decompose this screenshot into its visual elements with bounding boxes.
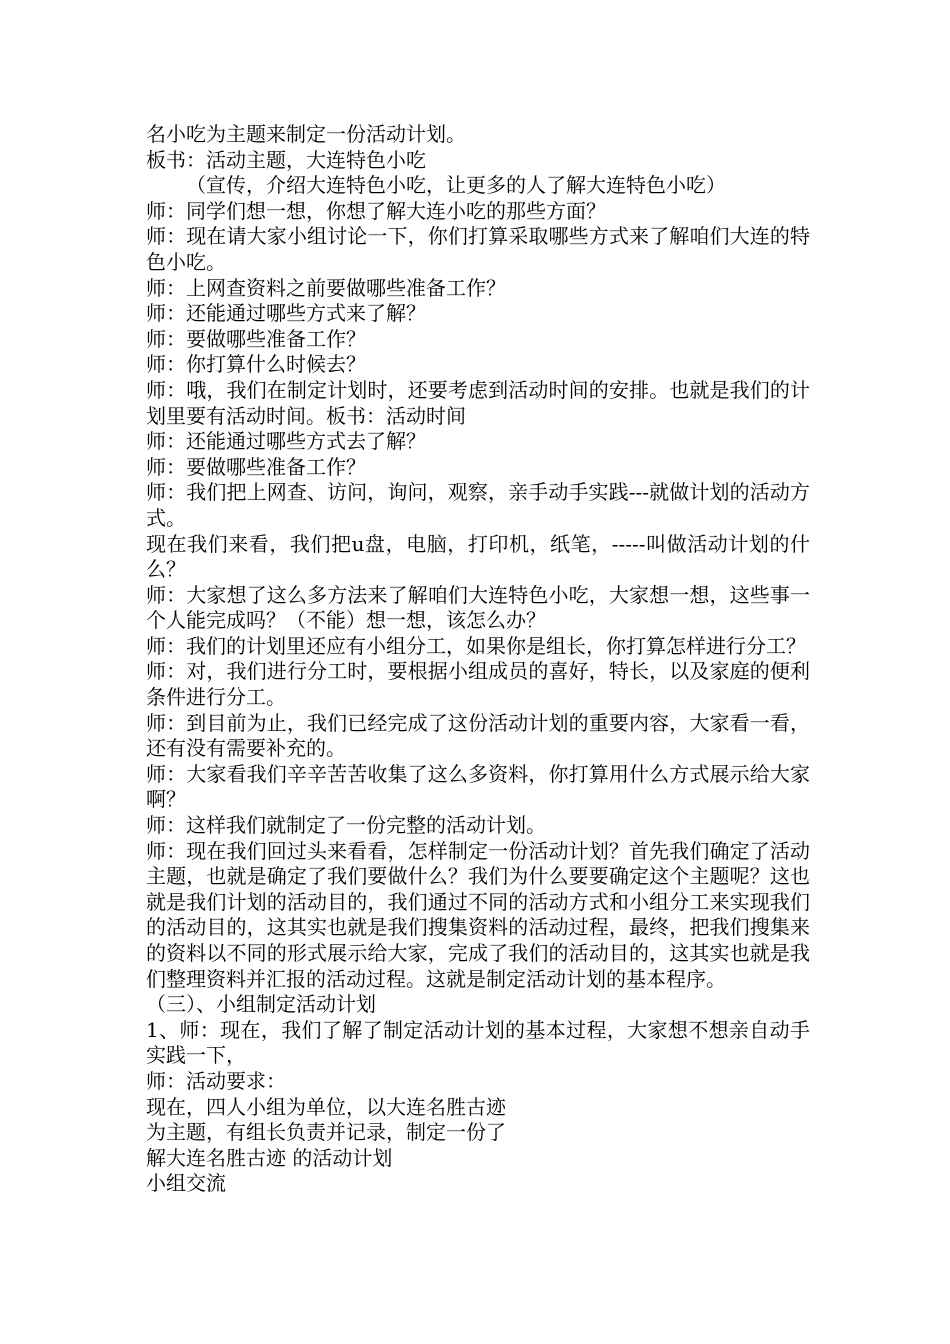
paragraph: 师：哦，我们在制定计划时，还要考虑到活动时间的安排。也就是我们的计划里要有活动时间。板书：活动时间 — [146, 377, 810, 428]
section-heading: （三）、小组制定活动计划 — [146, 992, 376, 1017]
paragraph: 师：要做哪些准备工作？ — [146, 326, 366, 351]
document-body — [146, 122, 810, 1197]
paragraph: 师：我们把上网查、访问，询问，观察，亲手动手实践---就做计划的活动方式。 — [146, 480, 810, 530]
paragraph: 名小吃为主题来制定一份活动计划。 — [146, 122, 466, 146]
paragraph: 小组交流 — [146, 1171, 226, 1196]
paragraph: 师：大家看我们辛辛苦苦收集了这么多资料，你打算用什么方式展示给大家啊？ — [146, 761, 810, 812]
paragraph: 师：还能通过哪些方式来了解？ — [146, 301, 426, 326]
paragraph: 师：到目前为止，我们已经完成了这份活动计划的重要内容，大家看一看，还有没有需要补充的。 — [146, 710, 810, 761]
paragraph: 师：同学们想一想，你想了解大连小吃的那些方面？ — [146, 198, 606, 223]
paragraph: 板书：活动主题，大连特色小吃 — [146, 147, 426, 172]
paragraph: 师：活动要求： — [146, 1068, 286, 1093]
paragraph: 师：你打算什么时候去？ — [146, 352, 366, 377]
paragraph: 现在，四人小组为单位，以大连名胜古迹 — [146, 1094, 506, 1119]
paragraph: 师：现在我们回过头来看看，怎样制定一份活动计划？首先我们确定了活动主题，也就是确定了我们要做什么？我们为什么要要确定这个主题呢？这也就是我们计划的活动目的，我们通过不同的活动方式和小组分工来实现我们的活动目的，这其实也就是我们搜集资料的活动过程，最终，把我们搜集来的资料以不同的形式展示给大家，完成了我们的活动目的，这其实也就是我们整理资料并汇报的活动过程。这就是制定活动计划的基本程序。 — [146, 838, 810, 991]
paragraph: 现在我们来看，我们把u盘，电脑，打印机，纸笔，-----叫做活动计划的什么？ — [146, 531, 810, 582]
paragraph: 师：我们的计划里还应有小组分工，如果你是组长，你打算怎样进行分工？ — [146, 633, 806, 658]
paragraph: 师：现在请大家小组讨论一下，你们打算采取哪些方式来了解咱们大连的特色小吃。 — [146, 224, 810, 274]
paragraph: 师：还能通过哪些方式去了解？ — [146, 429, 426, 454]
paragraph: 为主题，有组长负责并记录，制定一份了 — [146, 1120, 506, 1145]
paragraph: 师：大家想了这么多方法来了解咱们大连特色小吃，大家想一想，这些事一个人能完成吗？（不能）想一想，该怎么办？ — [146, 582, 810, 633]
paragraph: 师：这样我们就制定了一份完整的活动计划。 — [146, 813, 546, 838]
paragraph: 1、师：现在，我们了解了制定活动计划的基本过程，大家想不想亲自动手实践一下， — [146, 1017, 810, 1068]
paragraph: 师：要做哪些准备工作？ — [146, 454, 366, 479]
paragraph: （宣传，介绍大连特色小吃，让更多的人了解大连特色小吃） — [186, 173, 726, 198]
paragraph: 师：对，我们进行分工时，要根据小组成员的喜好，特长，以及家庭的便利条件进行分工。 — [146, 659, 810, 710]
paragraph: 解大连名胜古迹 的活动计划 — [146, 1145, 393, 1170]
paragraph: 师：上网查资料之前要做哪些准备工作？ — [146, 275, 506, 300]
